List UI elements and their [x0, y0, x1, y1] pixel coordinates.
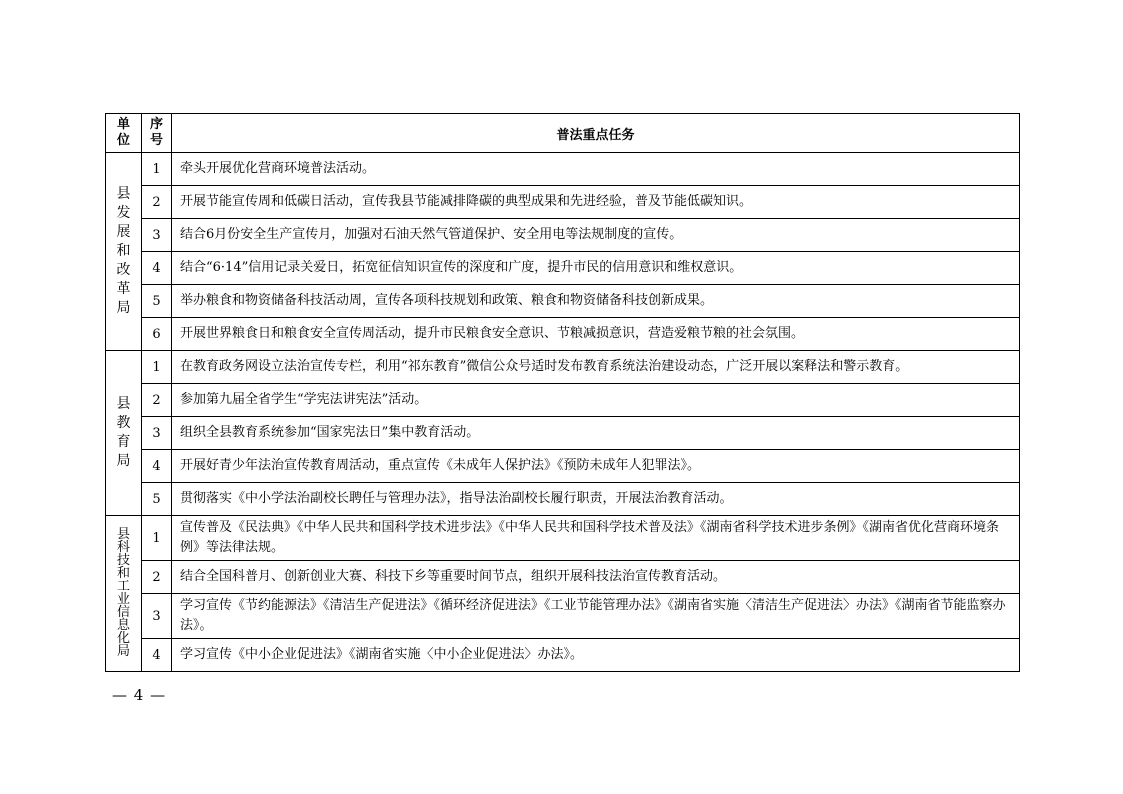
task-text: 结合“6·14”信用记录关爱日，拓宽征信知识宣传的深度和广度，提升市民的信用意识和维权意识。: [172, 252, 1020, 285]
unit-name: 县 教 育 局: [116, 396, 131, 469]
seq-number: 1: [142, 516, 172, 561]
table-row: [106, 285, 1020, 318]
task-text: 贯彻落实《中小学法治副校长聘任与管理办法》，指导法治副校长履行职责，开展法治教育活动。: [172, 483, 1020, 516]
header-task: 普法重点任务: [172, 114, 1020, 153]
seq-number: 2: [142, 561, 172, 594]
table-row: [106, 561, 1020, 594]
table-row: [106, 318, 1020, 351]
seq-number: 5: [142, 483, 172, 516]
seq-number: 1: [142, 351, 172, 384]
task-text: 结合全国科普月、创新创业大赛、科技下乡等重要时间节点，组织开展科技法治宣传教育活动。: [172, 561, 1020, 594]
table-header-row: [106, 114, 1020, 153]
task-text: 开展好青少年法治宣传教育周活动，重点宣传《未成年人保护法》《预防未成年人犯罪法》。: [172, 450, 1020, 483]
table-row: [106, 186, 1020, 219]
seq-number: 3: [142, 417, 172, 450]
table-body: [106, 153, 1020, 672]
table-row: [106, 516, 1020, 561]
task-table: [105, 113, 1020, 672]
task-text: 在教育政务网设立法治宣传专栏，利用“祁东教育”微信公众号适时发布教育系统法治建设动态，广泛开展以案释法和警示教育。: [172, 351, 1020, 384]
seq-number: 3: [142, 219, 172, 252]
task-text: 学习宣传《中小企业促进法》《湖南省实施〈中小企业促进法〉办法》。: [172, 639, 1020, 672]
table-row: [106, 219, 1020, 252]
seq-number: 5: [142, 285, 172, 318]
task-text: 学习宣传《节约能源法》《清洁生产促进法》《循环经济促进法》《工业节能管理办法》《湖南省实施〈清洁生产促进法〉办法》《湖南省节能监察办法》。: [172, 594, 1020, 639]
table-row: [106, 450, 1020, 483]
seq-number: 2: [142, 186, 172, 219]
task-text: 开展世界粮食日和粮食安全宣传周活动，提升市民粮食安全意识、节粮减损意识，营造爱粮节粮的社会氛围。: [172, 318, 1020, 351]
header-unit-label: 单 位: [116, 117, 130, 148]
seq-number: 3: [142, 594, 172, 639]
seq-number: 6: [142, 318, 172, 351]
task-text: 开展节能宣传周和低碳日活动，宣传我县节能减排降碳的典型成果和先进经验，普及节能低碳知识。: [172, 186, 1020, 219]
task-text: 结合6月份安全生产宣传月，加强对石油天然气管道保护、安全用电等法规制度的宣传。: [172, 219, 1020, 252]
unit-cell: [106, 516, 142, 672]
table-row: [106, 351, 1020, 384]
table-row: [106, 594, 1020, 639]
header-seq: [142, 114, 172, 153]
unit-cell: [106, 153, 142, 351]
task-text: 举办粮食和物资储备科技活动周，宣传各项科技规划和政策、粮食和物资储备科技创新成果。: [172, 285, 1020, 318]
seq-number: 2: [142, 384, 172, 417]
header-seq-label: 序 号: [149, 117, 163, 148]
table-row: [106, 252, 1020, 285]
seq-number: 4: [142, 450, 172, 483]
table-row: [106, 153, 1020, 186]
seq-number: 4: [142, 639, 172, 672]
unit-name: 县 科 技 和 工 业 信 息 化 局: [116, 527, 130, 659]
table-row: [106, 639, 1020, 672]
table-row: [106, 417, 1020, 450]
task-text: 宣传普及《民法典》《中华人民共和国科学技术进步法》《中华人民共和国科学技术普及法》《湖南省科学技术进步条例》《湖南省优化营商环境条例》等法律法规。: [172, 516, 1020, 561]
task-text: 参加第九届全省学生“学宪法讲宪法”活动。: [172, 384, 1020, 417]
seq-number: 4: [142, 252, 172, 285]
page-number: — 4 —: [112, 686, 167, 704]
task-text: 组织全县教育系统参加“国家宪法日”集中教育活动。: [172, 417, 1020, 450]
table-row: [106, 483, 1020, 516]
table-row: [106, 384, 1020, 417]
unit-cell: [106, 351, 142, 516]
unit-name: 县 发 展 和 改 革 局: [116, 186, 131, 316]
seq-number: 1: [142, 153, 172, 186]
header-unit: [106, 114, 142, 153]
task-text: 牵头开展优化营商环境普法活动。: [172, 153, 1020, 186]
